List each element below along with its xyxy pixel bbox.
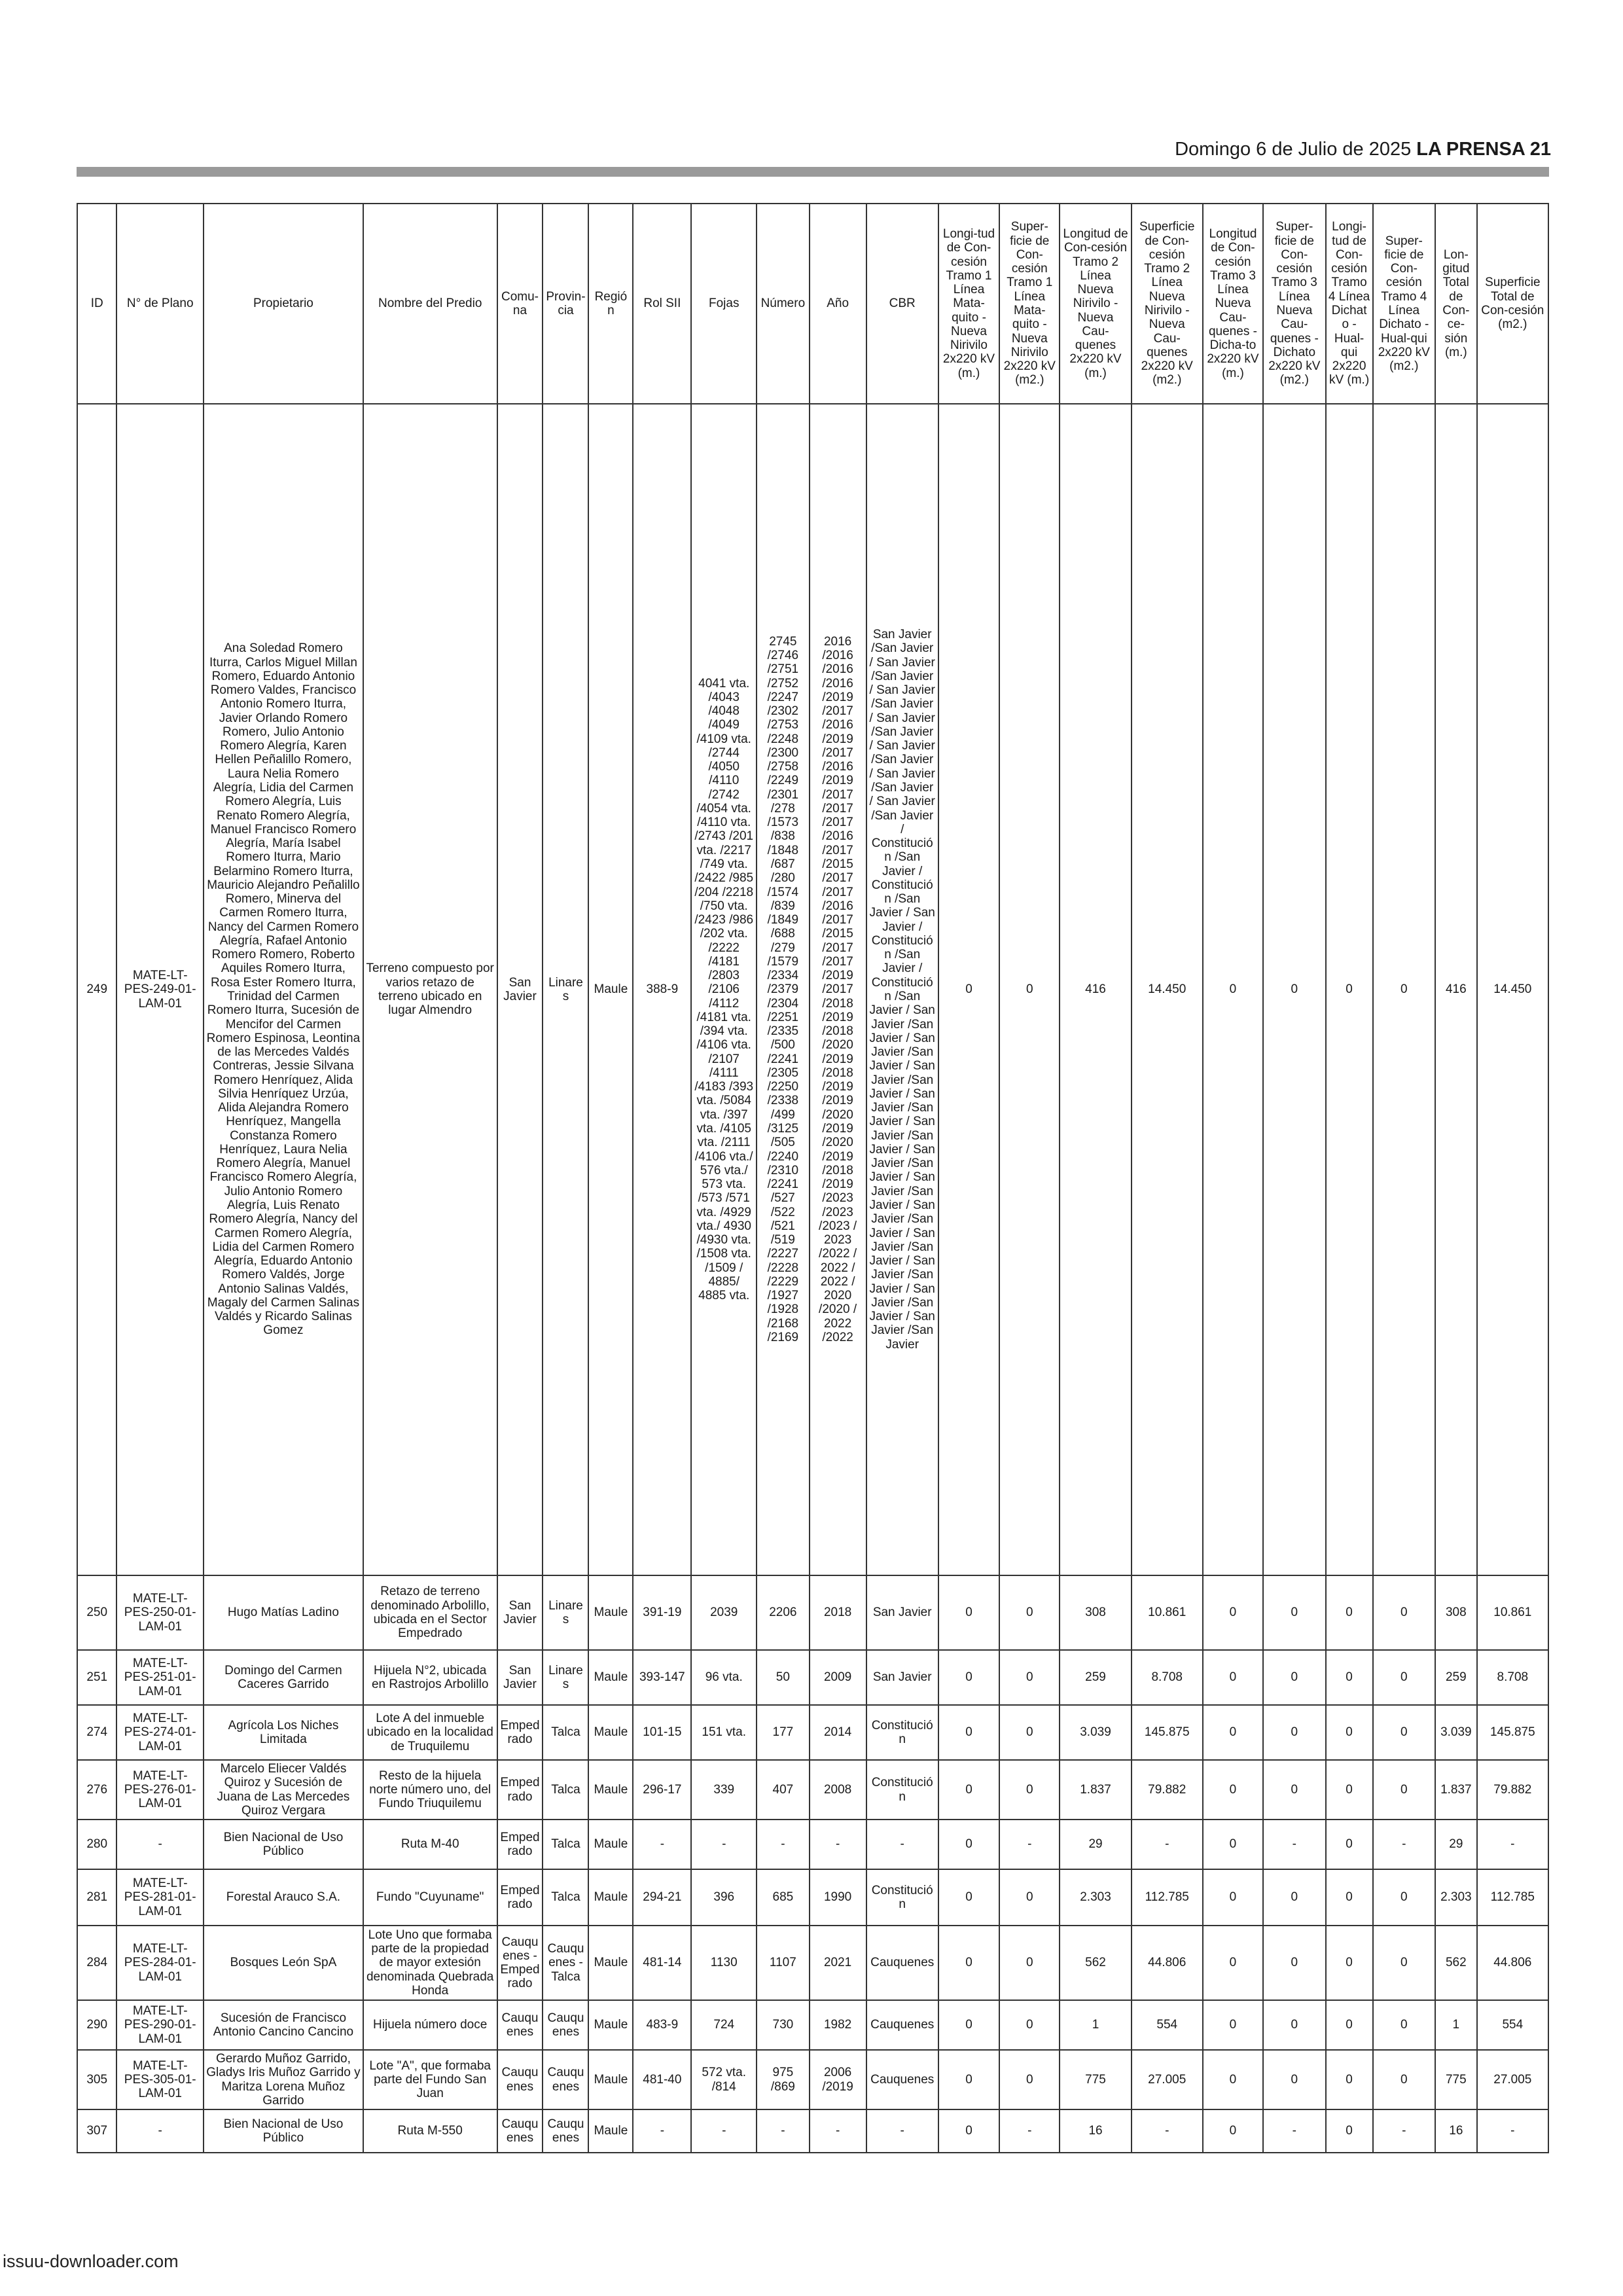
column-header: Superficie Total de Con-cesión (m2.) [1477,204,1548,404]
table-cell: 0 [999,1650,1060,1705]
table-cell: 0 [1326,404,1373,1575]
table-cell: 308 [1435,1575,1477,1650]
table-cell: 284 [77,1926,116,2000]
table-cell: San Javier /San Javier / San Javier /San Javier / San Javier /San Javier / San Javier /San Javier / San Javier /San Javier / San Javier /San Javier / San Javier /San Javier / Constitución /San Javier / Constitución /San Javier / San Javier / Constitución /San Javier / Constitución /San Javier / San Javier /San Javier / San Javier /San Javier / San Javier /San Javier / San Javier /San Javier / San Javier /San Javier / San Javier /San Javier / San Javier /San Javier / San Javier /San Javier / San Javier /San Javier / San Javier /San Javier / San Javier /San Javier / San Javier /San Javier [866,404,938,1575]
table-cell: Linares [543,404,588,1575]
table-cell: Empedrado [497,1869,543,1926]
table-cell: 0 [1203,1760,1263,1820]
table-cell: Agrícola Los Niches Limitada [204,1705,363,1760]
table-cell: 0 [1373,1705,1435,1760]
table-cell: Fundo "Cuyuname" [363,1869,497,1926]
table-cell: 44.806 [1477,1926,1548,2000]
table-cell: San Javier [866,1650,938,1705]
table-cell: San Javier [497,1650,543,1705]
table-cell: 0 [938,1926,999,2000]
table-cell: 481-40 [633,2050,691,2109]
table-cell: 0 [1263,1705,1325,1760]
table-cell: MATE-LT-PES-250-01-LAM-01 [116,1575,204,1650]
table-cell: Terreno compuesto por varios retazo de terreno ubicado en lugar Almendro [363,404,497,1575]
table-cell: MATE-LT-PES-281-01-LAM-01 [116,1869,204,1926]
table-cell: 1990 [810,1869,866,1926]
table-cell: - [1373,2109,1435,2153]
header-rule [77,167,1549,177]
table-cell: 1982 [810,2000,866,2050]
table-cell: 0 [1326,1760,1373,1820]
table-cell: 0 [938,1705,999,1760]
table-cell: 29 [1435,1820,1477,1869]
table-cell: Maule [588,1760,633,1820]
table-row [77,2000,1548,2050]
table-cell: 2018 [810,1575,866,1650]
table-cell: 391-19 [633,1575,691,1650]
table-cell: - [116,1820,204,1869]
table-cell: 481-14 [633,1926,691,2000]
table-cell: 0 [1373,1575,1435,1650]
table-cell: Resto de la hijuela norte número uno, del Fundo Triuquilemu [363,1760,497,1820]
table-cell: 0 [1373,2050,1435,2109]
table-cell: 0 [1203,1820,1263,1869]
table-cell: 562 [1060,1926,1131,2000]
table-cell: 685 [757,1869,810,1926]
table-cell: 0 [1263,1575,1325,1650]
table-cell: 0 [938,1575,999,1650]
table-cell: 10.861 [1132,1575,1203,1650]
table-cell: 0 [1326,1869,1373,1926]
table-cell: 339 [691,1760,757,1820]
table-cell: 259 [1060,1650,1131,1705]
table-cell: - [1263,2109,1325,2153]
table-cell: 0 [938,1760,999,1820]
table-cell: Cauquenes [497,2000,543,2050]
table-cell: 2745 /2746 /2751 /2752 /2247 /2302 /2753 /2248 /2300 /2758 /2249 /2301 /278 /1573 /838 /1848 /687 /280 /1574 /839 /1849 /688 /279 /1579 /2334 /2379 /2304 /2251 /2335 /500 /2241 /2305 /2250 /2338 /499 /3125 /505 /2240 /2310 /2241 /527 /522 /521 /519 /2227 /2228 /2229 /1927 /1928 /2168 /2169 [757,404,810,1575]
column-header: Nombre del Predio [363,204,497,404]
table-cell: - [1477,1820,1548,1869]
table-cell: 290 [77,2000,116,2050]
table-row [77,1705,1548,1760]
table-cell: San Javier [866,1575,938,1650]
table-cell: Maule [588,1820,633,1869]
table-cell: 112.785 [1132,1869,1203,1926]
table-cell: 0 [1203,1705,1263,1760]
table-cell: 0 [1326,1575,1373,1650]
table-cell: Bien Nacional de Uso Público [204,1820,363,1869]
table-cell: - [757,1820,810,1869]
table-cell: 305 [77,2050,116,2109]
table-cell: 281 [77,1869,116,1926]
page-brand: LA PRENSA 21 [1416,139,1551,160]
table-row [77,1575,1548,1650]
table-cell: 2.303 [1435,1869,1477,1926]
table-cell: - [866,1820,938,1869]
table-cell: Talca [543,1705,588,1760]
table-cell: 775 [1060,2050,1131,2109]
table-cell: 112.785 [1477,1869,1548,1926]
table-cell: Gerardo Muñoz Garrido, Gladys Iris Muñoz Garrido y Maritza Lorena Muñoz Garrido [204,2050,363,2109]
column-header: Fojas [691,204,757,404]
table-cell: 0 [938,2109,999,2153]
table-cell: 27.005 [1477,2050,1548,2109]
table-cell: 308 [1060,1575,1131,1650]
column-header: Longi-tud de Con-cesión Tramo 4 Línea Dichato - Hual-qui 2x220 kV (m.) [1326,204,1373,404]
table-cell: - [1477,2109,1548,2153]
table-cell: - [866,2109,938,2153]
column-header: Super-ficie de Con-cesión Tramo 3 Línea Nueva Cau-quenes - Dichato 2x220 kV (m2.) [1263,204,1325,404]
table-cell: Maule [588,1869,633,1926]
page-header [1175,139,1551,160]
table-row [77,2050,1548,2109]
table-cell: - [810,2109,866,2153]
table-cell: - [757,2109,810,2153]
table-cell: MATE-LT-PES-276-01-LAM-01 [116,1760,204,1820]
column-header: Superficie de Con-cesión Tramo 2 Línea Nueva Nirivilo - Nueva Cau-quenes 2x220 kV (m2.) [1132,204,1203,404]
table-cell: Hijuela número doce [363,2000,497,2050]
table-cell: Lote A del inmueble ubicado en la localidad de Truquilemu [363,1705,497,1760]
table-cell: 554 [1132,2000,1203,2050]
table-cell: 0 [999,1705,1060,1760]
table-cell: Cauquenes [866,2000,938,2050]
table-cell: 562 [1435,1926,1477,2000]
table-cell: Constitución [866,1760,938,1820]
table-cell: Constitución [866,1705,938,1760]
column-header: CBR [866,204,938,404]
table-row [77,1650,1548,1705]
page-date: Domingo 6 de Julio de 2025 [1175,139,1412,160]
table-cell: Maule [588,1705,633,1760]
table-body [77,404,1548,2153]
table-cell: Bosques León SpA [204,1926,363,2000]
table-cell: 0 [1203,2050,1263,2109]
table-cell: - [633,2109,691,2153]
table-row [77,1760,1548,1820]
table-cell: 393-147 [633,1650,691,1705]
table-cell: 27.005 [1132,2050,1203,2109]
table-cell: 0 [938,1820,999,1869]
table-cell: 2014 [810,1705,866,1760]
table-cell: 775 [1435,2050,1477,2109]
table-cell: Cauquenes [866,2050,938,2109]
table-cell: Cauquenes - Empedrado [497,1926,543,2000]
table-cell: Maule [588,1650,633,1705]
table-cell: 1130 [691,1926,757,2000]
table-cell: Maule [588,404,633,1575]
table-cell: 0 [1373,404,1435,1575]
table-cell: Hugo Matías Ladino [204,1575,363,1650]
table-cell: 0 [1203,1650,1263,1705]
table-cell: 1107 [757,1926,810,2000]
table-cell: 554 [1477,2000,1548,2050]
footer-watermark: issuu-downloader.com [3,2251,179,2271]
table-cell: Lote "A", que formaba parte del Fundo San Juan [363,2050,497,2109]
table-row [77,2109,1548,2153]
table-cell: 1 [1435,2000,1477,2050]
table-cell: Forestal Arauco S.A. [204,1869,363,1926]
table-cell: Cauquenes [866,1926,938,2000]
table-cell: Maule [588,1926,633,2000]
table-cell: 276 [77,1760,116,1820]
table-cell: San Javier [497,1575,543,1650]
table-cell: 0 [999,404,1060,1575]
table-cell: 0 [1263,2000,1325,2050]
column-header: Año [810,204,866,404]
table-cell: 0 [1373,2000,1435,2050]
concession-table [77,203,1549,2153]
table-cell: Talca [543,1869,588,1926]
table-cell: 730 [757,2000,810,2050]
table-cell: 724 [691,2000,757,2050]
table-cell: - [1132,2109,1203,2153]
table-cell: Ruta M-550 [363,2109,497,2153]
column-header: N° de Plano [116,204,204,404]
table-cell: 2009 [810,1650,866,1705]
table-cell: 0 [1203,2109,1263,2153]
table-cell: 101-15 [633,1705,691,1760]
table-cell: 16 [1060,2109,1131,2153]
table-cell: 296-17 [633,1760,691,1820]
table-cell: Bien Nacional de Uso Público [204,2109,363,2153]
table-cell: - [1263,1820,1325,1869]
table-cell: 249 [77,404,116,1575]
table-cell: 0 [999,2050,1060,2109]
table-cell: Talca [543,1820,588,1869]
table-cell: 396 [691,1869,757,1926]
table-cell: - [999,2109,1060,2153]
table-cell: Sucesión de Francisco Antonio Cancino Cancino [204,2000,363,2050]
table-cell: 8.708 [1132,1650,1203,1705]
table-cell: 274 [77,1705,116,1760]
table-cell: 0 [1326,1650,1373,1705]
table-cell: 0 [999,2000,1060,2050]
table-cell: - [691,1820,757,1869]
table-cell: 307 [77,2109,116,2153]
table-cell: 259 [1435,1650,1477,1705]
table-cell: 388-9 [633,404,691,1575]
table-cell: Hijuela N°2, ubicada en Rastrojos Arbolillo [363,1650,497,1705]
table-cell: 280 [77,1820,116,1869]
table-cell: 0 [1373,1869,1435,1926]
column-header: ID [77,204,116,404]
table-cell: San Javier [497,404,543,1575]
table-cell: 1 [1060,2000,1131,2050]
table-cell: 407 [757,1760,810,1820]
table-cell: Maule [588,1575,633,1650]
table-cell: 250 [77,1575,116,1650]
table-cell: 1.837 [1060,1760,1131,1820]
table-cell: 0 [1203,1575,1263,1650]
table-cell: 0 [999,1760,1060,1820]
table-cell: 572 vta. /814 [691,2050,757,2109]
table-cell: 50 [757,1650,810,1705]
table-cell: MATE-LT-PES-274-01-LAM-01 [116,1705,204,1760]
table-cell: 2006 /2019 [810,2050,866,2109]
table-cell: MATE-LT-PES-290-01-LAM-01 [116,2000,204,2050]
table-cell: 14.450 [1477,404,1548,1575]
column-header: Longitud de Con-cesión Tramo 3 Línea Nueva Cau-quenes - Dicha-to 2x220 kV (m.) [1203,204,1263,404]
table-cell: MATE-LT-PES-249-01-LAM-01 [116,404,204,1575]
table-cell: MATE-LT-PES-305-01-LAM-01 [116,2050,204,2109]
table-cell: Empedrado [497,1705,543,1760]
table-cell: 294-21 [633,1869,691,1926]
column-header: Super-ficie de Con-cesión Tramo 1 Línea Mata-quito - Nueva Nirivilo 2x220 kV (m2.) [999,204,1060,404]
table-cell: 16 [1435,2109,1477,2153]
table-cell: Domingo del Carmen Caceres Garrido [204,1650,363,1705]
table-cell: 0 [999,1575,1060,1650]
column-header: Comu-na [497,204,543,404]
table-cell: 0 [938,2050,999,2109]
column-header: Región [588,204,633,404]
table-cell: 177 [757,1705,810,1760]
table-cell: 0 [1373,1760,1435,1820]
table-cell: 0 [1203,2000,1263,2050]
table-row [77,1820,1548,1869]
table-cell: 145.875 [1132,1705,1203,1760]
table-cell: 10.861 [1477,1575,1548,1650]
table-cell: Linares [543,1650,588,1705]
table-cell: 0 [1263,1650,1325,1705]
table-cell: - [116,2109,204,2153]
table-cell: 8.708 [1477,1650,1548,1705]
table-cell: 14.450 [1132,404,1203,1575]
table-cell: 79.882 [1132,1760,1203,1820]
table-cell: 0 [999,1869,1060,1926]
table-cell: 2008 [810,1760,866,1820]
table-cell: Cauquenes [543,2109,588,2153]
table-cell: 1.837 [1435,1760,1477,1820]
column-header: Provin-cia [543,204,588,404]
table-cell: 2016 /2016 /2016 /2016 /2019 /2017 /2016 /2019 /2017 /2016 /2019 /2017 /2017 /2017 /2016 /2017 /2015 /2017 /2017 /2016 /2017 /2015 /2017 /2017 /2019 /2017 /2018 /2019 /2018 /2020 /2019 /2018 /2019 /2019 /2020 /2019 /2020 /2019 /2018 /2019 /2023 /2023 /2023 / 2023 /2022 / 2022 / 2022 / 2020 /2020 / 2022 /2022 [810,404,866,1575]
table-cell: Cauquenes [543,2050,588,2109]
table-cell: 416 [1435,404,1477,1575]
table-cell: 3.039 [1435,1705,1477,1760]
table-cell: Retazo de terreno denominado Arbolillo, ubicada en el Sector Empedrado [363,1575,497,1650]
table-cell: Talca [543,1760,588,1820]
table-header-row [77,204,1548,404]
table-cell: Cauquenes [497,2109,543,2153]
table-cell: 2.303 [1060,1869,1131,1926]
table-cell: MATE-LT-PES-284-01-LAM-01 [116,1926,204,2000]
table-cell: 3.039 [1060,1705,1131,1760]
table-cell: - [1373,1820,1435,1869]
table-cell: 0 [1203,1926,1263,2000]
column-header: Lon-gitud Total de Con-ce-sión (m.) [1435,204,1477,404]
table-cell: - [691,2109,757,2153]
table-cell: 0 [938,2000,999,2050]
table-cell: 151 vta. [691,1705,757,1760]
table-cell: 96 vta. [691,1650,757,1705]
table-cell: 0 [1373,1650,1435,1705]
table-cell: - [1132,1820,1203,1869]
table-row [77,404,1548,1575]
table-cell: 0 [1263,2050,1325,2109]
table-cell: Marcelo Eliecer Valdés Quiroz y Sucesión de Juana de Las Mercedes Quiroz Vergara [204,1760,363,1820]
table-cell: Constitución [866,1869,938,1926]
table-cell: 251 [77,1650,116,1705]
column-header: Longitud de Con-cesión Tramo 2 Línea Nueva Nirivilo - Nueva Cau-quenes 2x220 kV (m.) [1060,204,1131,404]
table-cell: 975 /869 [757,2050,810,2109]
table-cell: Linares [543,1575,588,1650]
table-cell: - [633,1820,691,1869]
table-cell: 0 [1326,2000,1373,2050]
column-header: Longi-tud de Con-cesión Tramo 1 Línea Mata-quito - Nueva Nirivilo 2x220 kV (m.) [938,204,999,404]
table-cell: 0 [1263,404,1325,1575]
table-cell: 0 [999,1926,1060,2000]
table-cell: 416 [1060,404,1131,1575]
table-cell: 0 [1326,1926,1373,2000]
table-cell: 0 [1373,1926,1435,2000]
table-cell: - [810,1820,866,1869]
table-cell: Maule [588,2109,633,2153]
table-cell: 0 [1326,1705,1373,1760]
table-cell: 44.806 [1132,1926,1203,2000]
table-cell: 79.882 [1477,1760,1548,1820]
column-header: Propietario [204,204,363,404]
table-cell: 0 [1263,1869,1325,1926]
table-cell: 145.875 [1477,1705,1548,1760]
table-cell: Ruta M-40 [363,1820,497,1869]
table-row [77,1926,1548,2000]
table-cell: 29 [1060,1820,1131,1869]
column-header: Super-ficie de Con-cesión Tramo 4 Línea Dichato - Hual-qui 2x220 kV (m2.) [1373,204,1435,404]
table-cell: 0 [1263,1926,1325,2000]
table-cell: 0 [938,404,999,1575]
table-cell: - [999,1820,1060,1869]
table-cell: Cauquenes - Talca [543,1926,588,2000]
table-cell: 4041 vta. /4043 /4048 /4049 /4109 vta. /2744 /4050 /4110 /2742 /4054 vta. /4110 vta. /2743 /201 vta. /2217 /749 vta. /2422 /985 /204 /2218 /750 vta. /2423 /986 /202 vta. /2222 /4181 /2803 /2106 /4112 /4181 vta. /394 vta. /4106 vta. /2107 /4111 /4183 /393 vta. /5084 vta. /397 vta. /4105 vta. /2111 /4106 vta./ 576 vta./ 573 vta. /573 /571 vta. /4929 vta./ 4930 /4930 vta. /1508 vta. /1509 / 4885/ 4885 vta. [691,404,757,1575]
table-cell: 0 [1203,404,1263,1575]
table-cell: Cauquenes [497,2050,543,2109]
table-cell: 0 [1326,2109,1373,2153]
table-cell: 2021 [810,1926,866,2000]
table-cell: 483-9 [633,2000,691,2050]
table-cell: 2206 [757,1575,810,1650]
table-cell: Empedrado [497,1760,543,1820]
table-cell: Cauquenes [543,2000,588,2050]
table-cell: Ana Soledad Romero Iturra, Carlos Miguel Millan Romero, Eduardo Antonio Romero Valdes, Francisco Antonio Romero Iturra, Javier Orlando Romero Romero, Julio Antonio Romero Alegría, Karen Hellen Peñalillo Romero, Laura Nelia Romero Alegría, Lidia del Carmen Romero Alegría, Luis Renato Romero Alegría, Manuel Francisco Romero Alegría, María Isabel Romero Iturra, Mario Belarmino Romero Iturra, Mauricio Alejandro Peñalillo Romero, Minerva del Carmen Romero Iturra, Nancy del Carmen Romero Alegría, Rafael Antonio Romero Romero, Roberto Aquiles Romero Iturra, Rosa Ester Romero Iturra, Trinidad del Carmen Romero Iturra, Sucesión de Mencifor del Carmen Romero Espinosa, Leontina de las Mercedes Valdés Contreras, Jessie Silvana Romero Henríquez, Alida Silvia Henríquez Urzúa, Alida Alejandra Romero Henríquez, Mangella Constanza Romero Henríquez, Laura Nelia Romero Alegría, Manuel Francisco Romero Alegría, Julio Antonio Romero Alegría, Luis Renato Romero Alegría, Nancy del Carmen Romero Alegría, Lidia del Carmen Romero Alegría, Eduardo Antonio Romero Valdés, Jorge Antonio Salinas Valdés, Magaly del Carmen Salinas Valdés y Ricardo Salinas Gomez [204,404,363,1575]
column-header: Rol SII [633,204,691,404]
table-cell: Empedrado [497,1820,543,1869]
table-cell: 0 [1263,1760,1325,1820]
table-row [77,1869,1548,1926]
table-cell: 0 [1326,2050,1373,2109]
table-cell: 2039 [691,1575,757,1650]
table-cell: Maule [588,2000,633,2050]
table-cell: Maule [588,2050,633,2109]
table-cell: MATE-LT-PES-251-01-LAM-01 [116,1650,204,1705]
table-cell: 0 [938,1869,999,1926]
table-cell: 0 [938,1650,999,1705]
table-cell: Lote Uno que formaba parte de la propiedad de mayor extesión denominada Quebrada Honda [363,1926,497,2000]
table-cell: 0 [1203,1869,1263,1926]
column-header: Número [757,204,810,404]
table-cell: 0 [1326,1820,1373,1869]
